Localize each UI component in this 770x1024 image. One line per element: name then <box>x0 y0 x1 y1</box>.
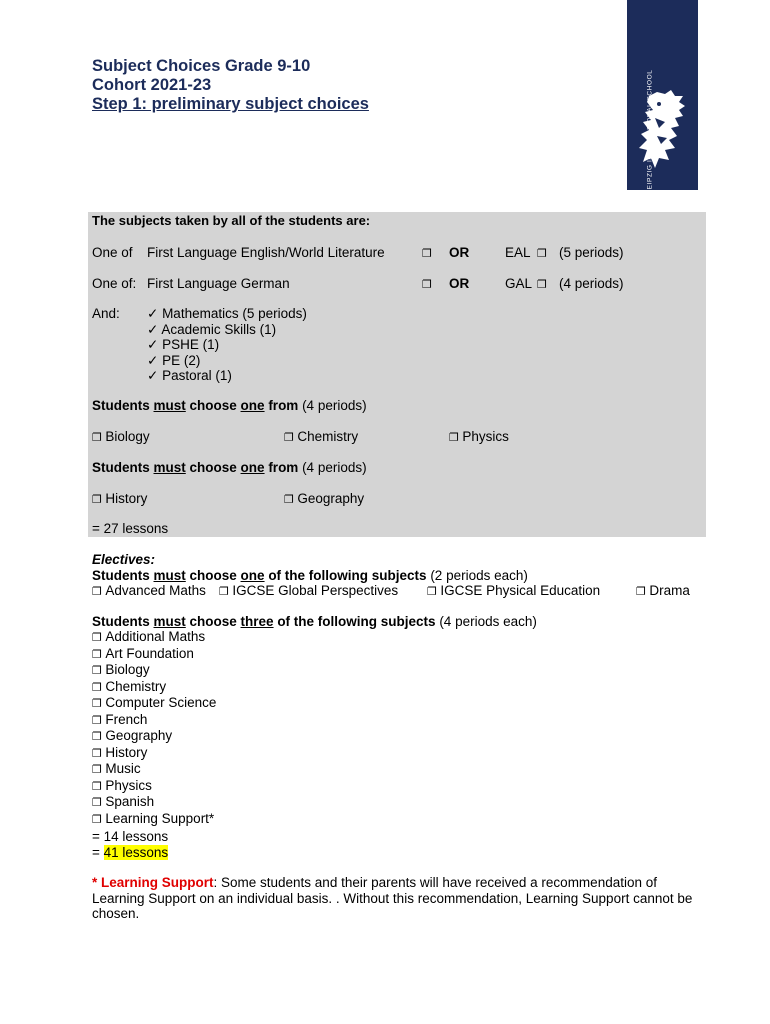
list-item[interactable]: ❐ Learning Support* <box>92 810 215 826</box>
option-history[interactable]: ❐ History <box>92 491 148 506</box>
checkbox-icon: ❐ <box>92 493 106 506</box>
checkbox-icon: ❐ <box>92 585 106 598</box>
list-item: ✓ PE (2) <box>147 352 201 368</box>
note-text: : Some students and their parents will have received a recommendation of Learning Support on an individual basis. . Without this recommendation, Learning Support cannot be chosen. <box>92 875 693 921</box>
title-line-3: Step 1: preliminary subject choices <box>92 95 369 113</box>
checkbox-icon: ❐ <box>92 812 106 826</box>
checkbox-icon: ❐ <box>219 585 233 598</box>
list-item[interactable]: ❐ Art Foundation <box>92 645 194 661</box>
list-item[interactable]: ❐ French <box>92 711 148 727</box>
core-row1-or: OR <box>449 245 470 260</box>
checkbox-icon: ❐ <box>636 585 650 598</box>
option-igcse-pe[interactable]: ❐ IGCSE Physical Education <box>427 583 601 598</box>
learning-support-note <box>92 875 702 922</box>
list-item[interactable]: ❐ Computer Science <box>92 695 217 710</box>
electives-subtotal: = 14 lessons <box>92 829 169 844</box>
core-total: = 27 lessons <box>92 521 169 536</box>
checkbox-icon: ❐ <box>92 763 106 776</box>
list-item: ✓ Pastoral (1) <box>147 368 232 383</box>
list-item[interactable]: ❐ Additional Maths <box>92 629 206 644</box>
checkbox-icon: ❐ <box>92 431 106 444</box>
title-line-2: Cohort 2021-23 <box>92 76 212 94</box>
check-icon: ✓ <box>147 321 162 337</box>
checkbox-icon: ❐ <box>92 779 106 793</box>
checkbox-icon: ❐ <box>92 746 106 760</box>
electives-group2-list <box>92 629 216 827</box>
school-logo <box>627 0 698 190</box>
list-item[interactable]: ❐ Geography <box>92 728 173 743</box>
list-item: ✓ Academic Skills (1) <box>147 321 277 337</box>
list-item[interactable]: ❐ Chemistry <box>92 678 167 694</box>
option-drama[interactable]: ❐ Drama <box>636 583 690 598</box>
check-icon: ✓ <box>147 337 163 352</box>
core-row2-prefix: One of: <box>92 276 137 291</box>
list-item[interactable]: ❐ Physics <box>92 777 152 793</box>
core-row1-alt: EAL <box>505 245 531 260</box>
and-list <box>147 306 307 384</box>
checkbox-icon: ❐ <box>92 697 106 710</box>
science-instruction: Students must choose one from (4 periods) <box>92 398 367 413</box>
option-advanced-maths[interactable]: ❐ Advanced Maths <box>92 583 206 598</box>
checkbox-gal[interactable]: ❐ <box>537 278 547 291</box>
option-global-perspectives[interactable]: ❐ IGCSE Global Perspectives <box>219 583 399 598</box>
checkbox-german[interactable]: ❐ <box>422 278 432 291</box>
core-row2-periods: (4 periods) <box>559 276 624 291</box>
electives-heading: Electives: <box>92 552 156 567</box>
checkbox-icon: ❐ <box>92 796 106 809</box>
list-item[interactable]: ❐ Spanish <box>92 794 155 809</box>
page-title <box>92 57 369 114</box>
checkbox-icon: ❐ <box>284 493 298 506</box>
core-row1-prefix: One of <box>92 245 133 260</box>
core-row2-or: OR <box>449 276 470 291</box>
humanities-instruction: Students must choose one from (4 periods) <box>92 460 367 475</box>
core-row1-periods: (5 periods) <box>559 245 624 260</box>
check-icon: ✓ <box>147 368 163 383</box>
electives-group1-instruction: Students must choose one of the following subjects (2 periods each) <box>92 568 528 583</box>
check-icon: ✓ <box>147 352 163 368</box>
checkbox-icon: ❐ <box>449 431 463 444</box>
checkbox-icon: ❐ <box>427 585 441 598</box>
checkbox-icon: ❐ <box>92 647 106 661</box>
list-item[interactable]: ❐ History <box>92 744 148 760</box>
list-item: ✓ Mathematics (5 periods) <box>147 306 307 321</box>
electives-group2-instruction: Students must choose three of the following subjects (4 periods each) <box>92 614 537 629</box>
core-row2-alt: GAL <box>505 276 533 291</box>
title-line-1: Subject Choices Grade 9-10 <box>92 57 311 75</box>
option-geography[interactable]: ❐ Geography <box>284 491 365 506</box>
checkbox-icon: ❐ <box>284 431 298 444</box>
checkbox-icon: ❐ <box>92 631 106 644</box>
core-row2-subject: First Language German <box>147 276 290 291</box>
highlighted-total: 41 lessons <box>103 845 169 860</box>
checkbox-icon: ❐ <box>92 730 106 743</box>
lion-crest-icon <box>635 88 695 178</box>
note-label: * Learning Support <box>92 875 214 890</box>
grand-total: = 41 lessons <box>92 845 169 860</box>
checkbox-english[interactable]: ❐ <box>422 247 432 260</box>
list-item: ✓ PSHE (1) <box>147 337 220 352</box>
option-biology[interactable]: ❐ Biology <box>92 429 150 444</box>
list-item[interactable]: ❐ Music <box>92 761 141 776</box>
checkbox-icon: ❐ <box>92 713 106 727</box>
core-row1-subject: First Language English/World Literature <box>147 245 385 260</box>
list-item[interactable]: ❐ Biology <box>92 662 150 677</box>
option-chemistry[interactable]: ❐ Chemistry <box>284 429 359 444</box>
checkbox-icon: ❐ <box>92 680 106 694</box>
checkbox-eal[interactable]: ❐ <box>537 247 547 260</box>
check-icon: ✓ <box>147 306 163 321</box>
option-physics[interactable]: ❐ Physics <box>449 429 509 444</box>
checkbox-icon: ❐ <box>92 664 106 677</box>
and-label: And: <box>92 306 120 321</box>
core-heading: The subjects taken by all of the students are: <box>92 213 371 228</box>
